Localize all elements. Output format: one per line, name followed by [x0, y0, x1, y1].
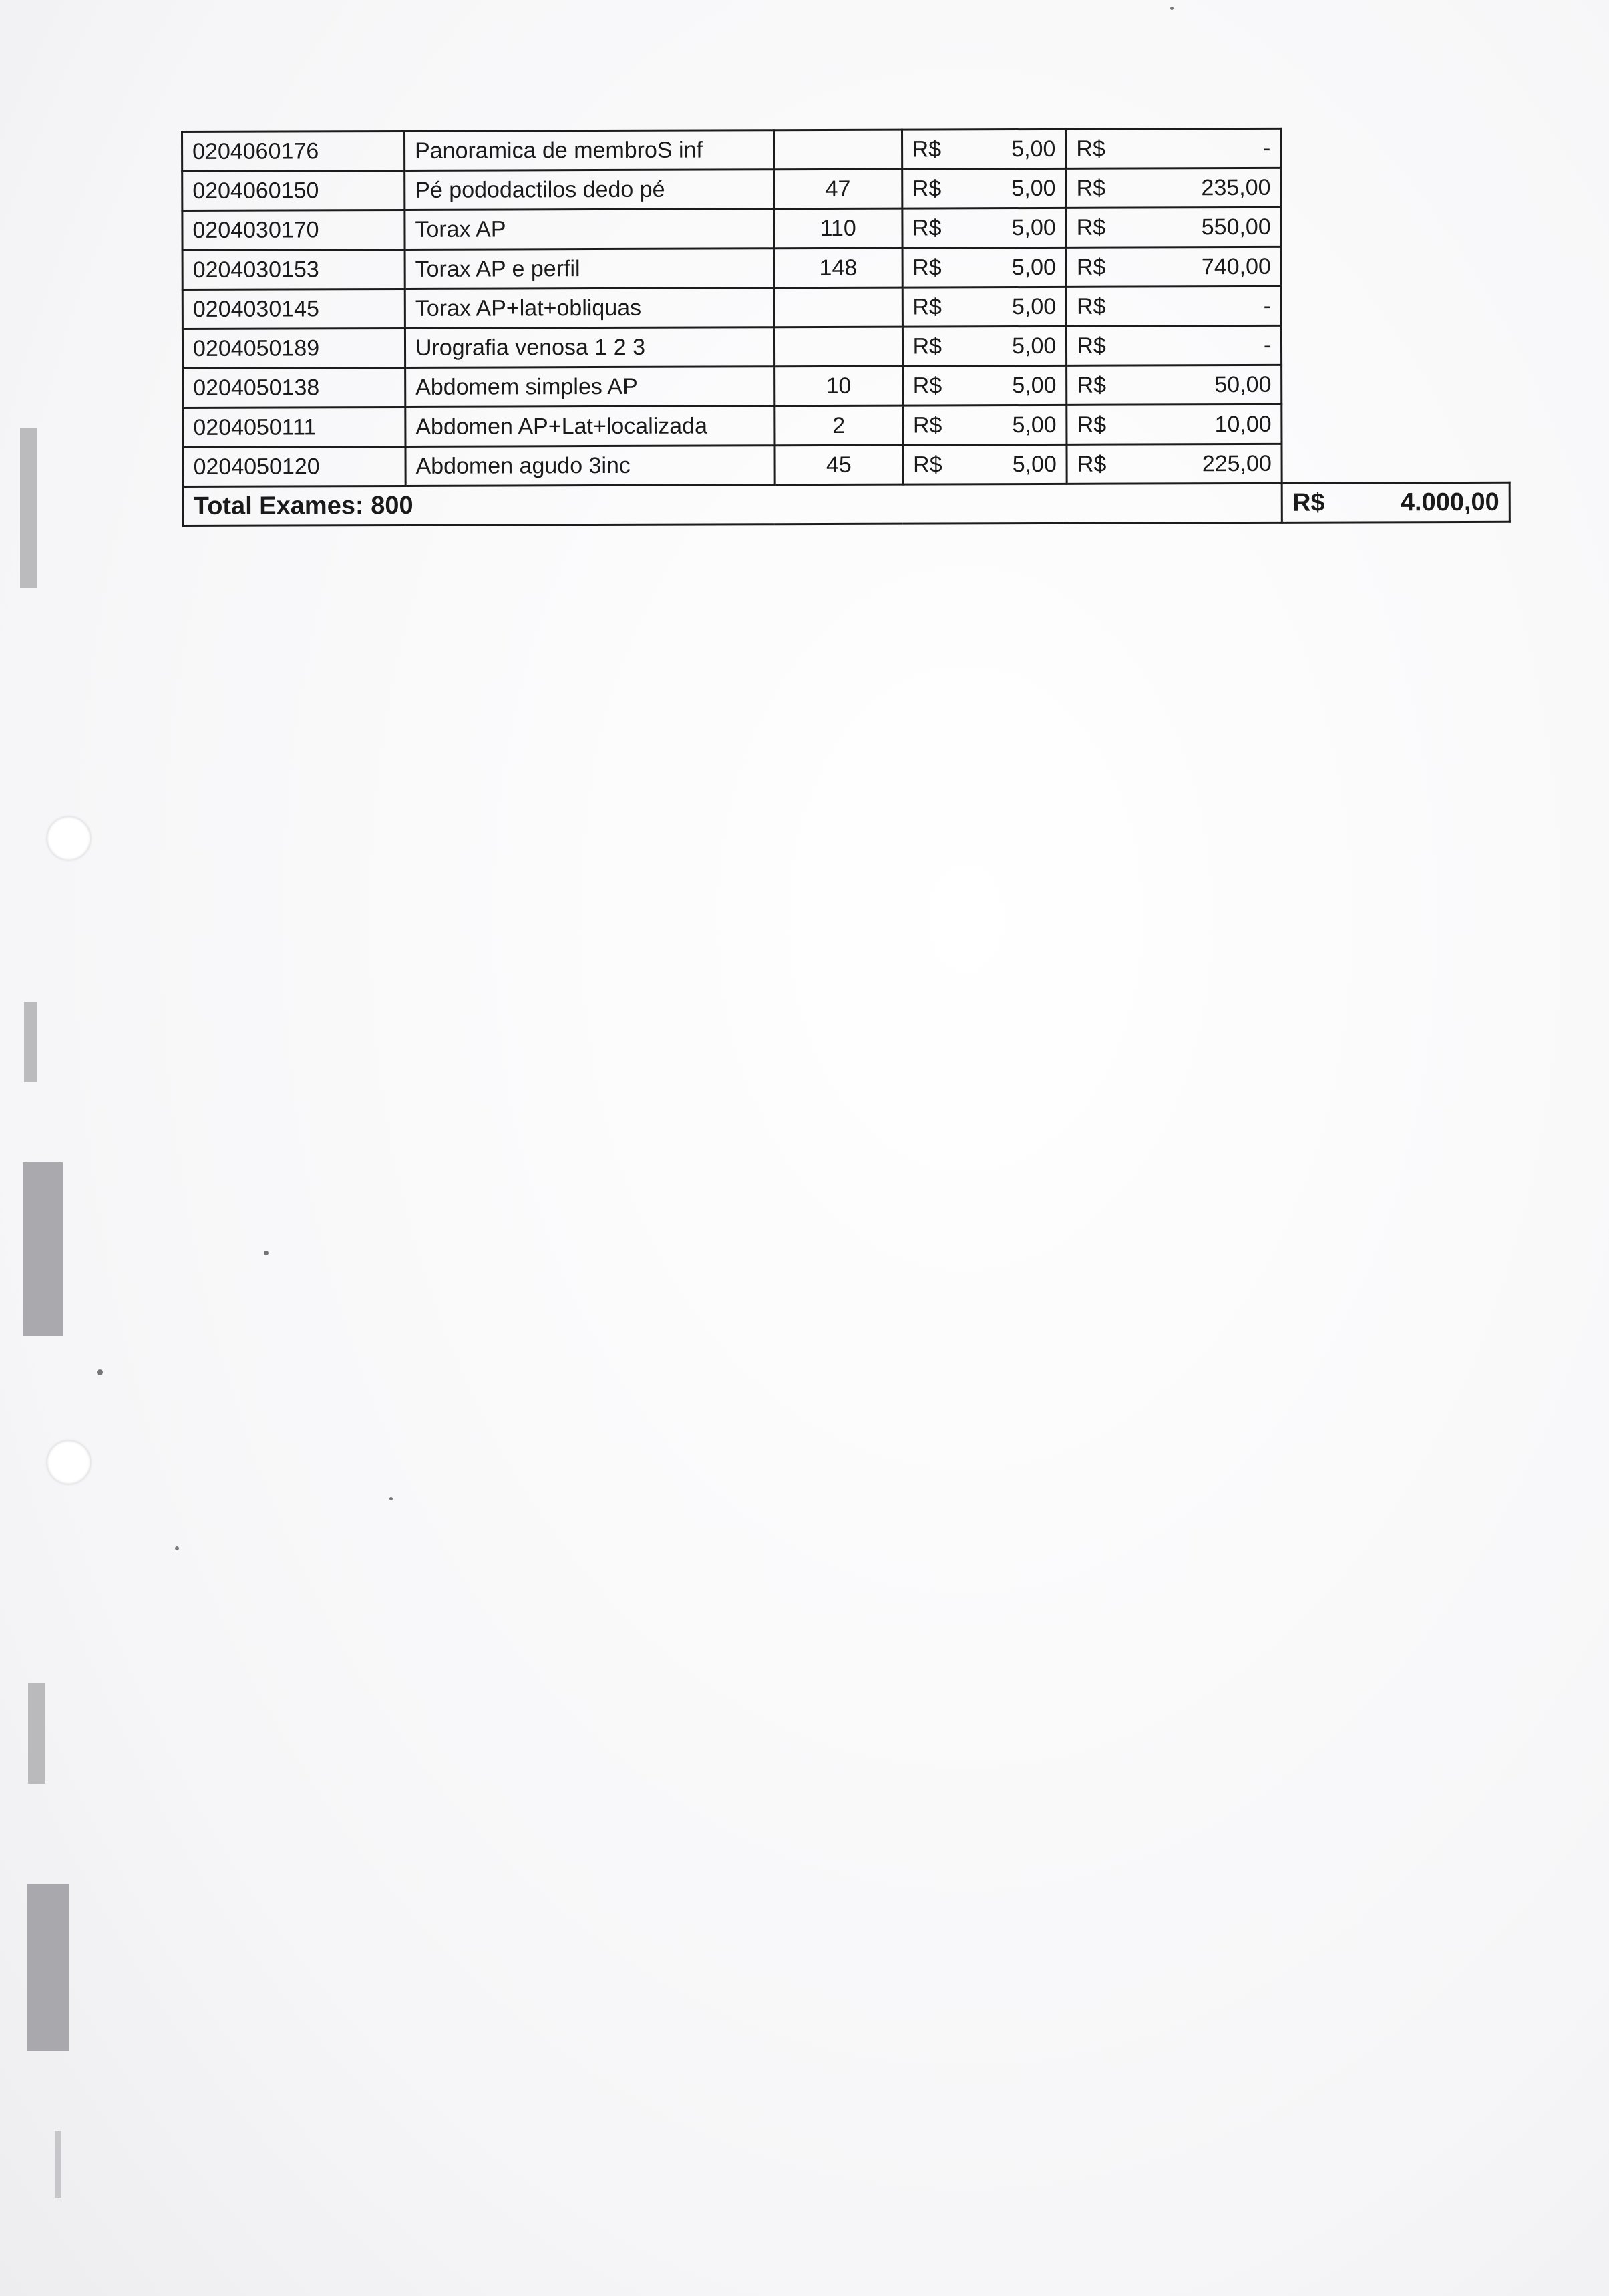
line-total-cell [1066, 247, 1281, 287]
exam-quantity [774, 287, 902, 327]
exam-code: 0204030170 [182, 210, 405, 250]
exam-quantity: 10 [775, 366, 903, 406]
line-total-currency: R$ [1076, 175, 1106, 201]
exam-description: Torax AP+lat+obliquas [405, 288, 774, 329]
unit-price-currency: R$ [912, 136, 942, 162]
exam-description: Torax AP e perfil [405, 249, 774, 289]
exam-description: Abdomen AP+Lat+localizada [405, 406, 775, 447]
exam-description: Torax AP [405, 209, 774, 250]
unit-price-currency: R$ [912, 412, 942, 438]
line-total-cell [1067, 404, 1282, 444]
exam-description: Pé pododactilos dedo pé [405, 170, 774, 210]
exam-code: 0204060176 [182, 131, 405, 171]
unit-price-value: 5,00 [1011, 136, 1056, 162]
exam-quantity: 45 [775, 445, 903, 485]
line-total-value: 235,00 [1201, 174, 1271, 201]
exam-description: Abdomen agudo 3inc [405, 446, 775, 486]
dust-speck [264, 1251, 269, 1255]
exam-quantity [774, 327, 902, 367]
line-total-cell [1066, 128, 1281, 168]
line-total-currency: R$ [1076, 214, 1106, 240]
unit-price-value: 5,00 [1011, 175, 1056, 202]
unit-price-cell [902, 405, 1067, 445]
line-total-value: - [1262, 135, 1271, 161]
unit-price-value: 5,00 [1011, 254, 1057, 281]
unit-price-value: 5,00 [1012, 412, 1057, 438]
unit-price-cell [902, 208, 1066, 248]
exam-description: Abdomem simples AP [405, 367, 775, 407]
unit-price-value: 5,00 [1012, 372, 1057, 399]
table-row [182, 167, 1509, 210]
unit-price-currency: R$ [913, 452, 942, 478]
exam-table-body [182, 128, 1510, 486]
unit-price-cell [902, 365, 1067, 405]
table-row [183, 403, 1509, 447]
unit-price-value: 5,00 [1012, 333, 1057, 359]
scan-edge-mark [27, 1884, 69, 2051]
unit-price-cell [902, 326, 1067, 366]
dust-speck [389, 1497, 393, 1500]
table-row [182, 206, 1509, 250]
exam-code: 0204050138 [183, 367, 405, 407]
line-total-value: 225,00 [1202, 450, 1272, 477]
table-row [182, 128, 1509, 171]
table-row [182, 285, 1509, 329]
exam-quantity: 148 [774, 248, 902, 288]
unit-price-currency: R$ [912, 215, 942, 241]
scan-edge-mark [23, 1162, 63, 1336]
unit-price-currency: R$ [912, 333, 942, 359]
exam-description: Urografia venosa 1 2 3 [405, 327, 774, 368]
line-total-value: - [1263, 293, 1272, 319]
dust-speck [1170, 7, 1174, 10]
unit-price-currency: R$ [912, 176, 942, 202]
line-total-cell [1067, 325, 1282, 365]
unit-price-currency: R$ [912, 373, 942, 399]
exam-quantity: 110 [774, 208, 902, 249]
exam-quantity: 47 [774, 169, 902, 209]
exam-code: 0204060150 [182, 170, 405, 210]
line-total-value: 550,00 [1201, 214, 1271, 240]
total-exams-label: Total Exames: 800 [183, 484, 1067, 526]
scan-edge-mark [55, 2131, 61, 2198]
line-total-cell [1066, 207, 1281, 247]
dust-speck [175, 1546, 179, 1550]
exam-code: 0204050120 [183, 446, 405, 486]
exam-table [181, 127, 1511, 527]
total-row [183, 482, 1509, 526]
grand-total-cell [1282, 482, 1509, 522]
unit-price-cell [902, 168, 1066, 208]
punch-hole-top [47, 816, 91, 860]
table-row [183, 443, 1509, 486]
exam-code: 0204050111 [183, 407, 405, 447]
table-row [183, 364, 1509, 407]
unit-price-cell [902, 129, 1066, 169]
exam-quantity [773, 130, 902, 170]
line-total-currency: R$ [1076, 136, 1105, 162]
table-row [182, 325, 1509, 368]
scan-edge-mark [28, 1683, 45, 1784]
line-total-cell [1067, 444, 1282, 484]
line-total-cell [1067, 286, 1282, 326]
exam-code: 0204030145 [182, 289, 405, 329]
unit-price-cell [902, 247, 1067, 287]
exam-code: 0204050189 [182, 328, 405, 368]
unit-price-currency: R$ [912, 294, 942, 320]
line-total-currency: R$ [1077, 293, 1106, 319]
punch-hole-bottom [47, 1440, 91, 1484]
line-total-currency: R$ [1077, 451, 1107, 477]
line-total-value: 10,00 [1214, 411, 1272, 438]
line-total-currency: R$ [1077, 372, 1107, 398]
unit-price-cell [902, 287, 1067, 327]
table-row [182, 246, 1509, 289]
unit-price-currency: R$ [912, 255, 942, 281]
line-total-cell [1067, 365, 1282, 405]
line-total-value: 740,00 [1201, 253, 1271, 280]
line-total-currency: R$ [1077, 333, 1106, 359]
line-total-currency: R$ [1077, 412, 1107, 438]
unit-price-value: 5,00 [1011, 214, 1056, 241]
unit-price-value: 5,00 [1011, 293, 1057, 320]
line-total-value: 50,00 [1214, 371, 1272, 398]
scan-edge-mark [20, 428, 37, 588]
line-total-cell [1066, 168, 1281, 208]
line-total-currency: R$ [1076, 254, 1106, 280]
unit-price-cell [903, 444, 1067, 484]
exam-description: Panoramica de membroS inf [404, 130, 773, 171]
scan-edge-mark [24, 1002, 37, 1082]
grand-total-currency: R$ [1292, 488, 1325, 517]
line-total-value: - [1263, 332, 1272, 358]
dust-speck [97, 1369, 103, 1375]
grand-total-value: 4.000,00 [1400, 488, 1499, 517]
unit-price-value: 5,00 [1012, 451, 1057, 478]
exam-quantity: 2 [775, 405, 903, 446]
exam-code: 0204030153 [182, 249, 405, 289]
total-gap [1067, 483, 1282, 523]
